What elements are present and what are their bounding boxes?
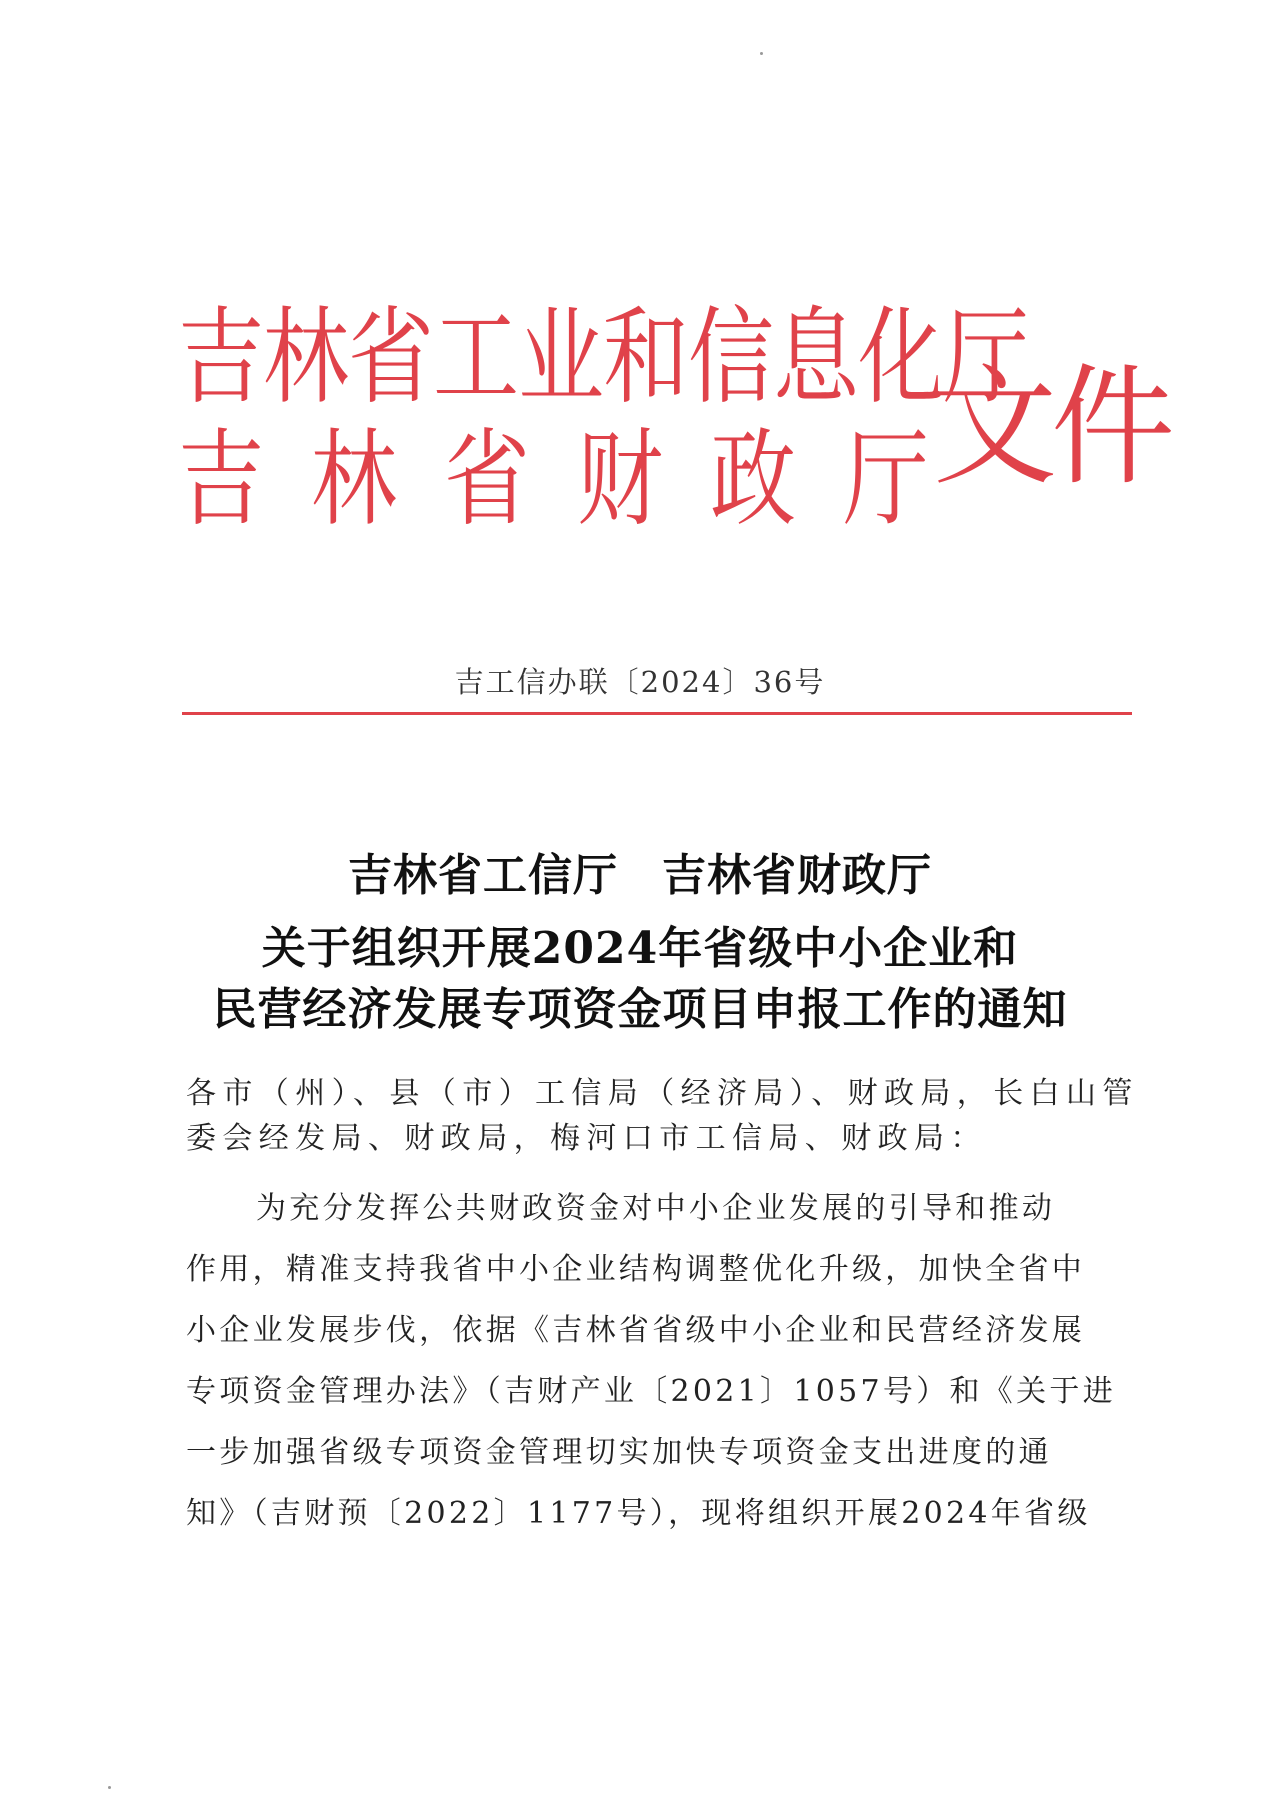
salutation	[186, 1071, 1139, 1161]
document-number: 吉工信办联〔2024〕36号	[454, 665, 826, 699]
scan-speck	[760, 52, 763, 55]
title-org-1: 吉林省工信厅	[348, 850, 618, 901]
issuing-org-line-2: 吉林省财政厅	[178, 419, 976, 541]
body-line: 小企业发展步伐，依据《吉林省省级中小企业和民营经济发展	[186, 1313, 1086, 1348]
red-divider-line	[182, 712, 1132, 715]
document-title-line-3: 民营经济发展专项资金项目申报工作的通知	[212, 984, 1068, 1035]
document-type-label: 文件	[933, 352, 1170, 504]
document-header	[178, 297, 1170, 568]
scan-speck	[108, 1786, 111, 1789]
salutation-line-2: 委会经发局、财政局，梅河口市工信局、财政局：	[186, 1121, 987, 1156]
body-paragraph	[186, 1178, 1132, 1544]
document-title-line-1	[0, 848, 1280, 904]
issuing-org-line-1: 吉林省工业和信息化厅	[178, 297, 1028, 419]
body-line: 作用，精准支持我省中小企业结构调整优化升级，加快全省中	[186, 1252, 1086, 1287]
body-line: 一步加强省级专项资金管理切实加快专项资金支出进度的通	[186, 1435, 1052, 1470]
title-org-2: 吉林省财政厅	[662, 850, 932, 901]
body-line: 知》（吉财预〔2022〕1177号），现将组织开展2024年省级	[186, 1496, 1091, 1531]
body-line: 为充分发挥公共财政资金对中小企业发展的引导和推动	[256, 1191, 1056, 1226]
body-line: 专项资金管理办法》（吉财产业〔2021〕1057号）和《关于进	[186, 1374, 1116, 1409]
document-title-line-2: 关于组织开展2024年省级中小企业和	[261, 923, 1019, 974]
salutation-line-1: 各市（州）、县（市）工信局（经济局）、财政局，长白山管	[186, 1076, 1139, 1111]
